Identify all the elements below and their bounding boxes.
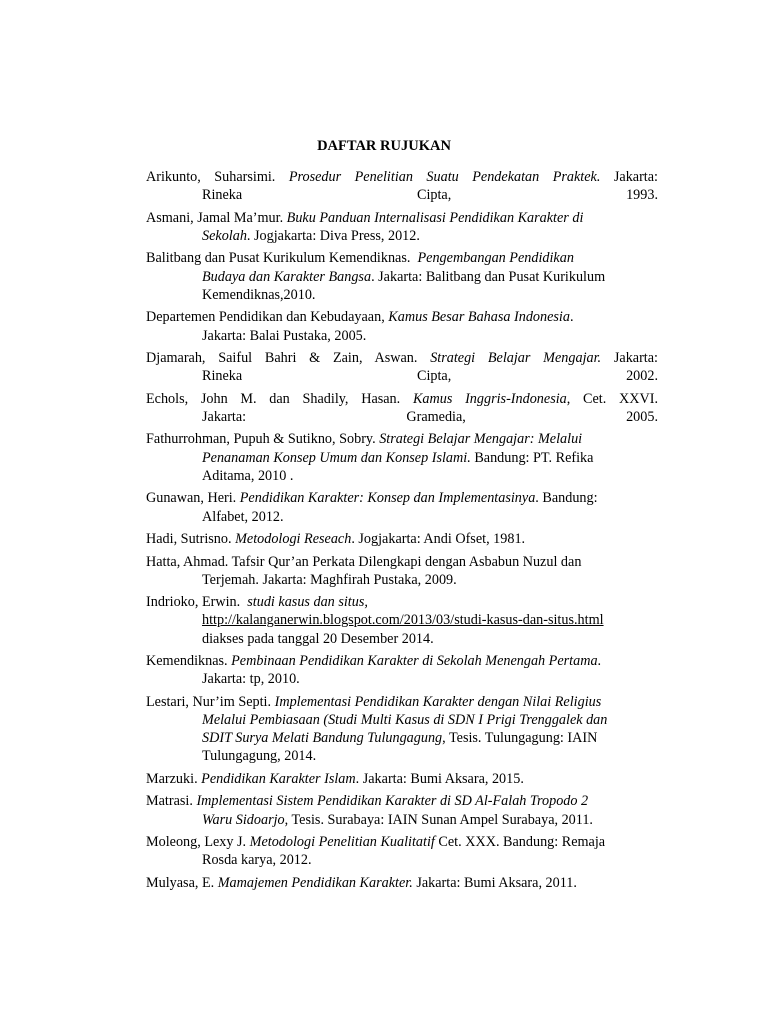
reference-text: Terjemah. Jakarta: Maghfirah Pustaka, 2009. [202,571,457,588]
reference-author: Marzuki. [146,770,198,787]
reference-publisher: Jakarta: [613,169,658,185]
reference-author: Asmani, Jamal Ma’mur. [146,209,284,226]
reference-author: Mulyasa, E. [146,874,218,891]
reference-publisher: , Tesis. Tulungagung: IAIN [442,730,598,747]
reference-publisher: Rineka Cipta, 1993. [202,187,658,204]
reference-author: Echols, John M. dan Shadily, Hasan. [146,390,401,407]
reference-title: Mamajemen Pendidikan Karakter. [217,874,413,891]
reference-entry [146,530,658,548]
reference-entry [146,308,658,344]
reference-publisher: Jakarta: [613,350,658,367]
reference-list [146,168,658,896]
reference-author: Hadi, Sutrisno. [146,531,232,548]
reference-link[interactable]: http://kalanganerwin.blogspot.com/2013/03/studi-kasus-dan-situs.html [202,612,604,629]
reference-entry [146,349,658,385]
reference-author: Indrioko, Erwin. [146,594,241,611]
reference-entry [146,770,658,788]
reference-title: studi kasus dan situs, [247,594,368,611]
reference-publisher: , Tesis. Surabaya: IAIN Sunan Ampel Surabaya, 2011. [284,811,593,828]
reference-entry [146,249,658,304]
reference-publisher: , Cet. XXVI. [566,390,658,407]
reference-publisher: . [597,653,602,670]
reference-author: Lestari, Nur’im Septi. [146,693,272,710]
reference-entry [146,652,658,688]
reference-entry [146,390,658,426]
reference-title: Budaya dan Karakter Bangsa [202,268,372,285]
reference-title: Strategi Belajar Mengajar. [430,350,602,367]
reference-publisher: Jakarta: Gramedia, 2005. [202,408,658,425]
reference-entry [146,489,658,525]
reference-accessed-date: diakses pada tanggal 20 Desember 2014. [202,630,434,647]
reference-author: Balitbang dan Pusat Kurikulum Kemendiknas. [146,250,411,267]
reference-title: Strategi Belajar Mengajar: Melalui [379,431,583,448]
reference-text: Hatta, Ahmad. Tafsir Qur’an Perkata Dilengkapi dengan Asbabun Nuzul dan [146,553,582,570]
reference-publisher: Tulungagung, 2014. [202,748,317,765]
reference-title: Pendidikan Karakter: Konsep dan Implementasinya [239,490,536,507]
reference-publisher: Rosda karya, 2012. [202,852,312,869]
reference-publisher: . Bandung: [535,490,598,507]
reference-title: Implementasi Sistem Pendidikan Karakter di SD Al-Falah Tropodo 2 [196,793,589,810]
reference-title: SDIT Surya Melati Bandung Tulungagung [202,730,443,747]
reference-title: Pembinaan Pendidikan Karakter di Sekolah Menengah Pertama [231,653,598,670]
reference-publisher: Bandung: PT. Refika [470,449,594,466]
reference-author: Matrasi. [146,793,193,810]
reference-publisher: Rineka Cipta, 2002. [202,368,658,385]
reference-title: Sekolah [202,227,247,244]
reference-publisher: Aditama, 2010 . [202,467,294,484]
reference-title: Kamus Besar Bahasa Indonesia [388,309,570,326]
reference-publisher: Jakarta: Balai Pustaka, 2005. [202,327,367,344]
reference-entry [146,874,658,892]
reference-title: Metodologi Penelitian Kualitatif [249,834,435,851]
reference-publisher: . Jakarta: Balitbang dan Pusat Kurikulum [371,268,606,285]
reference-publisher: Cet. XXX. Bandung: Remaja [434,834,606,851]
reference-entry [146,792,658,828]
reference-author: Departemen Pendidikan dan Kebudayaan, [146,309,385,326]
reference-author: Kemendiknas. [146,653,228,670]
reference-entry [146,593,658,648]
reference-entry [146,833,658,869]
reference-entry [146,168,658,204]
reference-author: Arikunto, Suharsimi. [146,169,276,185]
reference-publisher: . Jogjakarta: Andi Ofset, 1981. [351,531,526,548]
reference-publisher: . Jogjakarta: Diva Press, 2012. [246,227,420,244]
reference-title: Buku Panduan Internalisasi Pendidikan Karakter di [286,209,584,226]
reference-title: Pendidikan Karakter Islam [201,770,356,787]
reference-title: Penanaman Konsep Umum dan Konsep Islami. [202,449,471,466]
reference-publisher: Alfabet, 2012. [202,508,284,525]
page-title: DAFTAR RUJUKAN [317,138,451,154]
reference-title: Metodologi Reseach [235,531,352,548]
reference-title: Kamus Inggris-Indonesia [412,390,567,407]
reference-entry [146,209,658,245]
reference-author: Gunawan, Heri. [146,490,237,507]
reference-publisher: Jakarta: Bumi Aksara, 2011. [412,874,577,891]
reference-author: Fathurrohman, Pupuh & Sutikno, Sobry. [146,431,376,448]
reference-author: Moleong, Lexy J. [146,834,247,851]
reference-entry [146,693,658,766]
reference-title: Prosedur Penelitian Suatu Pendekatan Praktek. [288,169,601,185]
reference-publisher: Jakarta: tp, 2010. [202,671,300,688]
reference-title: Melalui Pembiasaan (Studi Multi Kasus di SDN I Prigi Trenggalek dan [202,712,608,729]
reference-entry [146,430,658,485]
reference-publisher: . [569,309,574,326]
reference-title: Implementasi Pendidikan Karakter dengan Nilai Religius [274,693,602,710]
reference-author: Djamarah, Saiful Bahri & Zain, Aswan. [146,350,418,367]
reference-entry [146,553,658,589]
reference-title: Pengembangan Pendidikan [417,250,574,267]
reference-title: Waru Sidoarjo [202,811,285,828]
reference-publisher: Kemendiknas,2010. [202,286,316,303]
reference-publisher: . Jakarta: Bumi Aksara, 2015. [355,770,524,787]
